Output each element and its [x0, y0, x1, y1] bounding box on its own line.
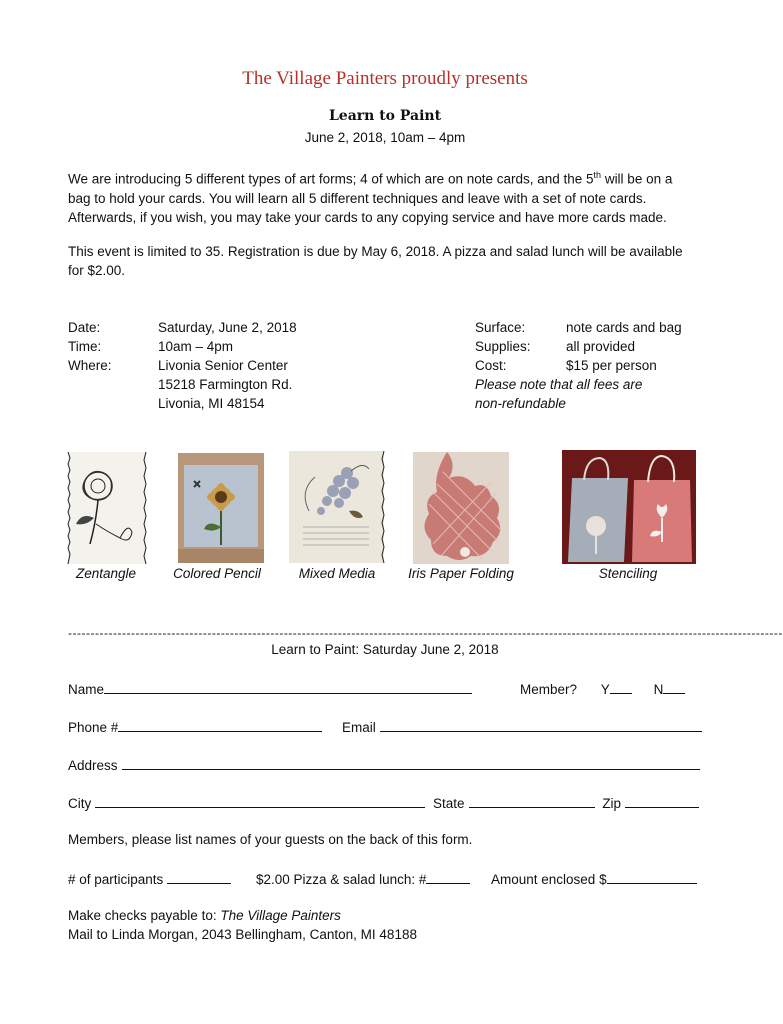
member-yes-label: Y: [600, 682, 610, 697]
zip-field[interactable]: [625, 794, 699, 808]
phone-field[interactable]: [118, 718, 322, 732]
email-row: [342, 718, 702, 735]
address-label: Address: [68, 758, 118, 773]
stenciling-bag-image: [562, 450, 696, 564]
event-date: June 2, 2018, 10am – 4pm: [304, 130, 466, 145]
address-field[interactable]: [122, 756, 700, 770]
name-field[interactable]: [104, 680, 472, 694]
name-row: [68, 680, 472, 697]
checks-label: Make checks payable to:: [68, 908, 221, 923]
phone-label: Phone #: [68, 720, 119, 735]
date-label: Date:: [68, 320, 101, 335]
limit-text: for $2.00.: [68, 263, 126, 278]
city-field[interactable]: [95, 794, 425, 808]
caption-mixed-media: Mixed Media: [298, 566, 376, 581]
caption-stenciling: Stenciling: [598, 566, 658, 581]
zip-label: Zip: [602, 796, 622, 811]
email-field[interactable]: [380, 718, 702, 732]
member-no-label: N: [653, 682, 664, 697]
participants-label: # of participants: [68, 872, 164, 887]
state-label: State: [433, 796, 465, 811]
colored-pencil-card-image: [178, 453, 264, 563]
intro-text: will be on a: [601, 171, 673, 187]
superscript: th: [593, 170, 602, 180]
where-label: Where:: [68, 358, 112, 373]
member-yes-field[interactable]: [610, 680, 632, 694]
mail-line: Mail to Linda Morgan, 2043 Bellingham, Canton, MI 48188: [68, 927, 417, 942]
where-value: 15218 Farmington Rd.: [158, 377, 293, 392]
refund-note: Please note that all fees are: [475, 377, 643, 392]
refund-note: non-refundable: [475, 396, 566, 411]
city-label: City: [68, 796, 92, 811]
participants-field[interactable]: [167, 870, 231, 884]
surface-label: Surface:: [475, 320, 526, 335]
participants-row: [68, 870, 231, 887]
member-label: Member?: [520, 682, 578, 697]
lunch-row: [256, 870, 470, 887]
limit-text: This event is limited to 35. Registration is due by May 6, 2018. A pizza and salad lunch will be available: [68, 244, 683, 259]
address-row: [68, 756, 700, 773]
intro-text: We are introducing 5 different types of art forms; 4 of which are on note cards, and the 5: [68, 171, 594, 187]
where-value: Livonia, MI 48154: [158, 396, 265, 411]
caption-zentangle: Zentangle: [75, 566, 137, 581]
cut-line-divider: ---------------------------------------------------------------------------------------------------------------------------------------------------------------: [68, 626, 783, 640]
time-value: 10am – 4pm: [158, 339, 234, 354]
supplies-value: all provided: [566, 339, 636, 354]
cost-value: $15 per person: [566, 358, 657, 373]
lunch-label: $2.00 Pizza & salad lunch: #: [256, 872, 427, 887]
where-value: Livonia Senior Center: [158, 358, 288, 373]
limit-paragraph: [68, 242, 708, 280]
cost-label: Cost:: [475, 358, 507, 373]
amount-row: [491, 870, 697, 887]
email-label: Email: [342, 720, 376, 735]
caption-colored-pencil: Colored Pencil: [173, 566, 261, 581]
intro-paragraph: [68, 166, 708, 227]
amount-field[interactable]: [607, 870, 697, 884]
name-label: Name: [68, 682, 105, 697]
checks-payee: The Village Painters: [220, 908, 341, 923]
supplies-label: Supplies:: [475, 339, 531, 354]
iris-paper-folding-card-image: [413, 452, 509, 564]
amount-label: Amount enclosed $: [491, 872, 607, 887]
member-row: [520, 680, 685, 697]
intro-text: bag to hold your cards. You will learn all 5 different techniques and leave with a set of note cards.: [68, 190, 647, 206]
time-label: Time:: [68, 339, 102, 354]
flyer-title: The Village Painters proudly presents: [242, 68, 528, 89]
caption-iris-paper-folding: Iris Paper Folding: [408, 566, 514, 581]
surface-value: note cards and bag: [566, 320, 682, 335]
guests-note: Members, please list names of your guests on the back of this form.: [68, 832, 473, 847]
zentangle-card-image: [68, 452, 146, 564]
city-row: [68, 794, 699, 811]
member-no-field[interactable]: [663, 680, 685, 694]
lunch-count-field[interactable]: [426, 870, 470, 884]
intro-text: Afterwards, if you wish, you may take your cards to any copying service and have more cards made.: [68, 209, 667, 225]
checks-line: [68, 908, 341, 923]
phone-row: [68, 718, 322, 735]
mixed-media-card-image: [289, 451, 384, 563]
event-name: Learn to Paint: [328, 108, 442, 124]
state-field[interactable]: [469, 794, 595, 808]
date-value: Saturday, June 2, 2018: [158, 320, 297, 335]
form-heading: Learn to Paint: Saturday June 2, 2018: [271, 642, 499, 657]
